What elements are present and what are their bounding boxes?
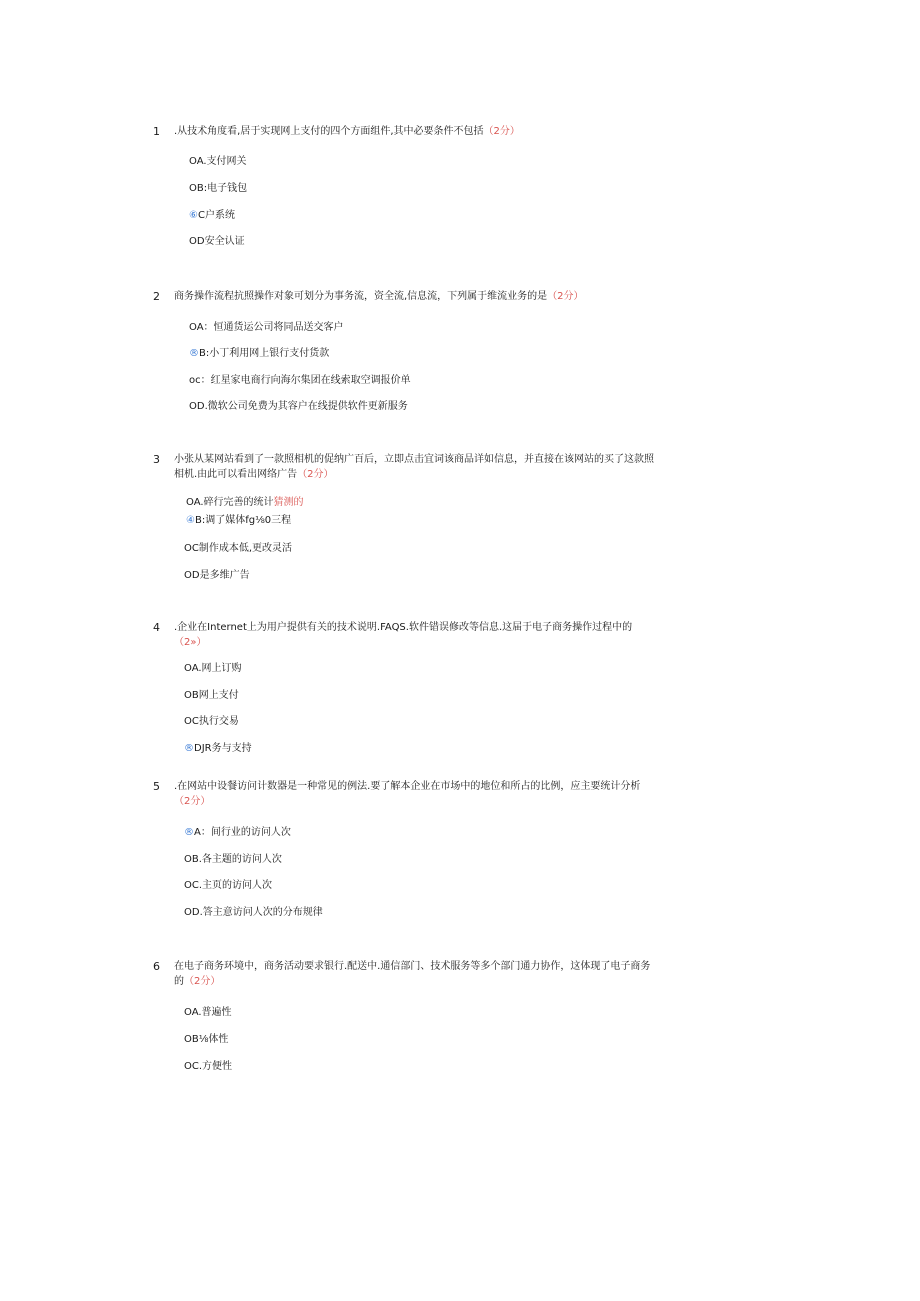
option-a[interactable] [189, 321, 344, 335]
question-score: （2分） [184, 976, 221, 987]
answer-mark: ④ [186, 515, 195, 526]
option-text: OD是多维广告 [184, 570, 250, 581]
option-c[interactable] [189, 374, 411, 388]
question-number: 5 [153, 780, 160, 793]
option-b[interactable] [184, 1033, 228, 1047]
option-a[interactable] [184, 662, 242, 676]
question-text [174, 452, 660, 482]
question-stem: 在电子商务环境中，商务活动要求银行.配送中.通信部门、技术服务等多个部门通力协作，这体现了电子商务的 [174, 961, 651, 987]
option-text: A：间行业的访问人次 [194, 827, 291, 838]
option-text: OD.微软公司免费为其容户在线提供软件更新服务 [189, 401, 408, 412]
option-b[interactable] [189, 182, 247, 196]
question-score: （2分） [297, 469, 334, 480]
question-stem: 小张从某网站看到了一款照相机的促纳广百后，立即点击宜词该商品详如信息，并直接在该网站的买了这款照相机.由此可以看出网络广告 [174, 454, 654, 480]
option-text: OC.主页的访问人次 [184, 880, 273, 891]
option-a[interactable] [189, 155, 247, 169]
question-stem: 商务操作流程抗照操作对象可划分为事务流，资全流,信息流，下列属于维流业务的是 [174, 291, 548, 302]
option-text: OB⅛体性 [184, 1034, 229, 1045]
question-score: （2»） [174, 637, 207, 648]
option-text: OA.支付网关 [189, 156, 247, 167]
question-text [174, 959, 654, 989]
option-text: DJR务与支持 [194, 743, 252, 754]
question-stem: .企业在Internet上为用户提供有关的技术说明.FAQS.软件错误修改等信息.这届于电子商务操作过程中的 [174, 622, 633, 633]
question-score: （2分） [174, 796, 211, 807]
answer-mark: ® [184, 743, 194, 754]
question-text [174, 124, 664, 139]
answer-mark: ⑥ [189, 210, 198, 221]
question-stem: .在网站中设餐访问计数器是一种常见的例法.要了解本企业在市场中的地位和所占的比例，应主要统计分析 [174, 781, 641, 792]
option-text: C户系统 [197, 210, 235, 221]
option-d[interactable] [184, 569, 250, 583]
option-text: OC执行交易 [184, 716, 239, 727]
option-text: OA.网上订购 [184, 663, 242, 674]
question-text [174, 779, 654, 809]
option-text: OA.普遍性 [184, 1007, 232, 1018]
option-text: OB.各主题的访问人次 [184, 854, 282, 865]
option-a[interactable] [186, 496, 304, 510]
question-stem: .从技术角度看,居于实现网上支付的四个方面组件,其中必要条件不包括 [174, 126, 484, 137]
question-score: （2分） [483, 126, 520, 137]
question-number: 2 [153, 290, 160, 303]
option-annotation: 猜测的 [273, 497, 304, 508]
option-text: OA：恒通货运公司将同品送交客户 [189, 322, 344, 333]
option-c[interactable] [184, 715, 239, 729]
option-text: OB网上支付 [184, 690, 239, 701]
option-a[interactable] [184, 1006, 232, 1020]
option-text: B:小丁利用网上银行支付货款 [199, 348, 330, 359]
question-number: 3 [153, 453, 160, 466]
option-a[interactable] [184, 826, 291, 840]
question-number: 4 [153, 621, 160, 634]
option-b[interactable] [184, 853, 282, 867]
answer-mark: ® [189, 348, 199, 359]
option-c[interactable] [184, 1060, 232, 1074]
option-text: OD安全认证 [189, 236, 245, 247]
option-text: OA.碎行完善的统计 [186, 497, 274, 508]
question-text [174, 289, 664, 304]
question-score: （2分） [547, 291, 584, 302]
answer-mark: ® [184, 827, 194, 838]
option-text: OD.答主意访问人次的分布规律 [184, 907, 323, 918]
question-text [174, 620, 649, 650]
option-text: oc：红星家电商行向海尔集团在线索取空调报价单 [189, 375, 411, 386]
option-d[interactable] [184, 906, 323, 920]
option-b[interactable] [186, 514, 291, 528]
question-number: 1 [153, 125, 160, 138]
question-number: 6 [153, 960, 160, 973]
option-c[interactable] [189, 209, 235, 223]
option-b[interactable] [184, 689, 239, 703]
option-c[interactable] [184, 879, 272, 893]
option-text: OC制作成本低,更改灵活 [184, 543, 293, 554]
option-c[interactable] [184, 542, 292, 556]
option-b[interactable] [189, 347, 329, 361]
option-text: OB:电子钱包 [189, 183, 248, 194]
option-d[interactable] [189, 400, 408, 414]
option-text: B:调了媒体fg⅛0三程 [194, 515, 292, 526]
option-text: OC.方便性 [184, 1061, 233, 1072]
option-d[interactable] [189, 235, 245, 249]
option-d[interactable] [184, 742, 252, 756]
